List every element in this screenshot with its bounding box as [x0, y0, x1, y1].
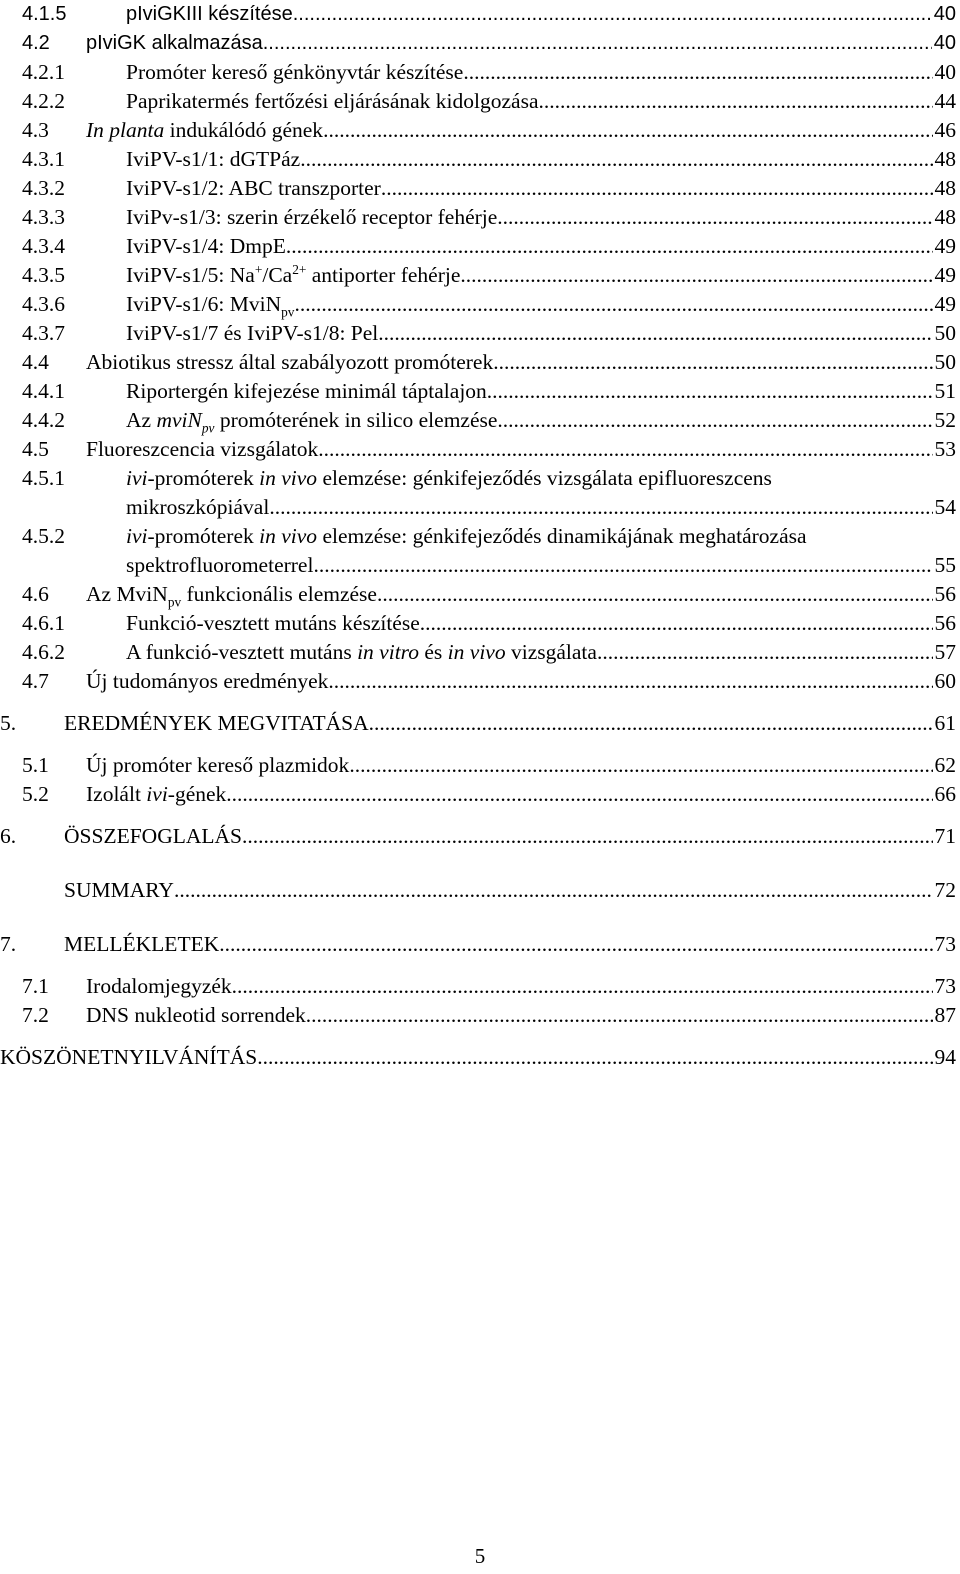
entry-title: ivi-promóterek in vivo elemzése: génkifejeződés dinamikájának meghatározása — [126, 524, 807, 548]
toc-entry[interactable] — [0, 709, 956, 738]
entry-title: DNS nukleotid sorrendek — [86, 1003, 306, 1027]
toc-entry[interactable] — [0, 406, 956, 435]
toc-entry[interactable] — [0, 290, 956, 319]
entry-title: Funkció-vesztett mutáns készítése — [126, 611, 420, 635]
toc-entry[interactable] — [0, 261, 956, 290]
toc-entry-continuation[interactable] — [126, 551, 956, 580]
entry-page: 40 — [933, 32, 956, 54]
entry-page: 55 — [934, 553, 956, 577]
toc-entry[interactable] — [0, 1001, 956, 1030]
entry-title: IviPV-s1/6: MviN$_{pv}$ — [126, 292, 295, 320]
page-number: 5 — [474, 1544, 486, 1568]
toc-entry[interactable] — [0, 174, 956, 203]
entry-page: 49 — [934, 263, 956, 287]
entry-title: In planta indukálódó gének — [86, 118, 324, 142]
toc-entry[interactable] — [0, 822, 956, 851]
entry-number: 4.3 — [22, 118, 49, 142]
entry-page: 49 — [934, 234, 956, 258]
entry-number: 6. — [0, 824, 17, 848]
toc-entry[interactable] — [0, 377, 956, 406]
entry-title: IviPV-s1/5: $Na^+/Ca^{2+}$ antiporter fehérje — [126, 261, 461, 287]
toc-entry[interactable] — [0, 58, 956, 87]
toc-entry[interactable] — [0, 464, 956, 493]
entry-page: 87 — [934, 1003, 956, 1027]
toc-entry[interactable] — [0, 232, 956, 261]
entry-title: MELLÉKLETEK — [64, 932, 220, 956]
entry-number: 5.2 — [22, 782, 49, 806]
entry-page: 51 — [934, 379, 956, 403]
toc-entry[interactable] — [0, 1043, 956, 1072]
toc-entry[interactable] — [0, 116, 956, 145]
entry-number: 4.3.5 — [22, 263, 65, 287]
toc-entry[interactable] — [0, 580, 956, 609]
entry-title: pIviGK alkalmazása — [86, 32, 263, 54]
entry-number: 4.3.7 — [22, 321, 65, 345]
entry-number: 7. — [0, 932, 17, 956]
entry-page: 62 — [934, 753, 956, 777]
entry-page: 48 — [934, 176, 956, 200]
entry-title: Az MviN$_{pv}$ funkcionális elemzése — [86, 582, 377, 610]
entry-title: Fluoreszcencia vizsgálatok — [86, 437, 319, 461]
entry-number: 5.1 — [22, 753, 49, 777]
entry-title-continuation: spektrofluorometerrel — [126, 553, 314, 577]
entry-number: 4.1.5 — [22, 3, 67, 25]
toc-entry[interactable] — [0, 667, 956, 696]
entry-title: SUMMARY — [64, 878, 174, 902]
entry-title-continuation: mikroszkópiával — [126, 495, 270, 519]
entry-number: 4.5.2 — [22, 524, 65, 548]
entry-page: 40 — [933, 3, 956, 25]
entry-title: IviPV-s1/1: dGTPáz — [126, 147, 301, 171]
entry-title: EREDMÉNYEK MEGVITATÁSA — [64, 711, 369, 735]
entry-page: 46 — [934, 118, 956, 142]
entry-number: 4.3.3 — [22, 205, 65, 229]
entry-number: 4.5.1 — [22, 466, 65, 490]
entry-page: 44 — [934, 89, 956, 113]
entry-page: 49 — [934, 292, 956, 316]
entry-number: 4.4 — [22, 350, 49, 374]
entry-number: 4.2.1 — [22, 60, 65, 84]
toc-entry[interactable] — [0, 751, 956, 780]
toc-entry[interactable] — [0, 0, 956, 29]
entry-number: 4.5 — [22, 437, 49, 461]
entry-title: Az mviN$_{pv}$ promóterének in silico elemzése — [126, 408, 498, 436]
entry-page: 40 — [934, 60, 956, 84]
entry-number: 4.3.4 — [22, 234, 65, 258]
toc-entry[interactable] — [0, 972, 956, 1001]
toc-entry[interactable] — [0, 780, 956, 809]
entry-page: 54 — [934, 495, 956, 519]
entry-title: pIviGKIII készítése — [126, 3, 293, 25]
entry-page: 60 — [934, 669, 956, 693]
entry-title: KÖSZÖNETNYILVÁNÍTÁS — [0, 1045, 258, 1069]
toc-entry[interactable] — [0, 435, 956, 464]
entry-page: 48 — [934, 205, 956, 229]
entry-page: 57 — [934, 640, 956, 664]
entry-title: Riportergén kifejezése minimál táptalajon — [126, 379, 487, 403]
entry-title: Új tudományos eredmények — [86, 669, 329, 693]
entry-number: 4.7 — [22, 669, 49, 693]
entry-title: ÖSSZEFOGLALÁS — [64, 824, 242, 848]
entry-page: 48 — [934, 147, 956, 171]
entry-number: 4.6 — [22, 582, 49, 606]
entry-page: 50 — [934, 350, 956, 374]
entry-page: 61 — [934, 711, 956, 735]
toc-entry[interactable] — [0, 638, 956, 667]
entry-number: 4.4.2 — [22, 408, 65, 432]
entry-number: 5. — [0, 711, 17, 735]
entry-page: 56 — [934, 611, 956, 635]
entry-title: IviPV-s1/2: ABC transzporter — [126, 176, 381, 200]
entry-page: 72 — [934, 878, 956, 902]
toc-entry[interactable] — [0, 87, 956, 116]
toc-entry[interactable] — [0, 876, 956, 905]
entry-number: 4.2.2 — [22, 89, 65, 113]
toc-entry-continuation[interactable] — [126, 493, 956, 522]
toc-entry[interactable] — [0, 930, 956, 959]
entry-page: 94 — [934, 1045, 956, 1069]
entry-title: Új promóter kereső plazmidok — [86, 753, 350, 777]
entry-title: IviPv-s1/3: szerin érzékelő receptor fehérje — [126, 205, 498, 229]
toc-entry[interactable] — [0, 348, 956, 377]
entry-number: 4.4.1 — [22, 379, 65, 403]
entry-page: 50 — [934, 321, 956, 345]
entry-page: 73 — [934, 932, 956, 956]
toc-entry[interactable] — [0, 522, 956, 551]
entry-number: 4.2 — [22, 32, 50, 54]
entry-title: Promóter kereső génkönyvtár készítése — [126, 60, 464, 84]
entry-number: 4.3.2 — [22, 176, 65, 200]
toc-entry[interactable] — [0, 145, 956, 174]
toc-entry[interactable] — [0, 609, 956, 638]
toc-entry[interactable] — [0, 319, 956, 348]
entry-page: 66 — [934, 782, 956, 806]
entry-title: A funkció-vesztett mutáns in vitro és in vivo vizsgálata — [126, 640, 597, 664]
entry-page: 56 — [934, 582, 956, 606]
toc-entry[interactable] — [0, 29, 956, 58]
entry-page: 52 — [934, 408, 956, 432]
entry-page: 53 — [934, 437, 956, 461]
entry-title: IviPV-s1/7 és IviPV-s1/8: Pel — [126, 321, 379, 345]
entry-title: ivi-promóterek in vivo elemzése: génkifejeződés vizsgálata epifluoreszcens — [126, 466, 772, 490]
entry-number: 4.3.6 — [22, 292, 65, 316]
entry-number: 4.6.2 — [22, 640, 65, 664]
entry-page: 71 — [934, 824, 956, 848]
entry-title: IviPV-s1/4: DmpE — [126, 234, 286, 258]
entry-number: 4.3.1 — [22, 147, 65, 171]
entry-number: 7.2 — [22, 1003, 49, 1027]
entry-title: Irodalomjegyzék — [86, 974, 232, 998]
toc-entry[interactable] — [0, 203, 956, 232]
entry-title: Paprikatermés fertőzési eljárásának kidolgozása — [126, 89, 539, 113]
entry-number: 7.1 — [22, 974, 49, 998]
entry-page: 73 — [934, 974, 956, 998]
entry-title: Abiotikus stressz által szabályozott promóterek — [86, 350, 494, 374]
entry-number: 4.6.1 — [22, 611, 65, 635]
entry-title: Izolált ivi-gének — [86, 782, 227, 806]
